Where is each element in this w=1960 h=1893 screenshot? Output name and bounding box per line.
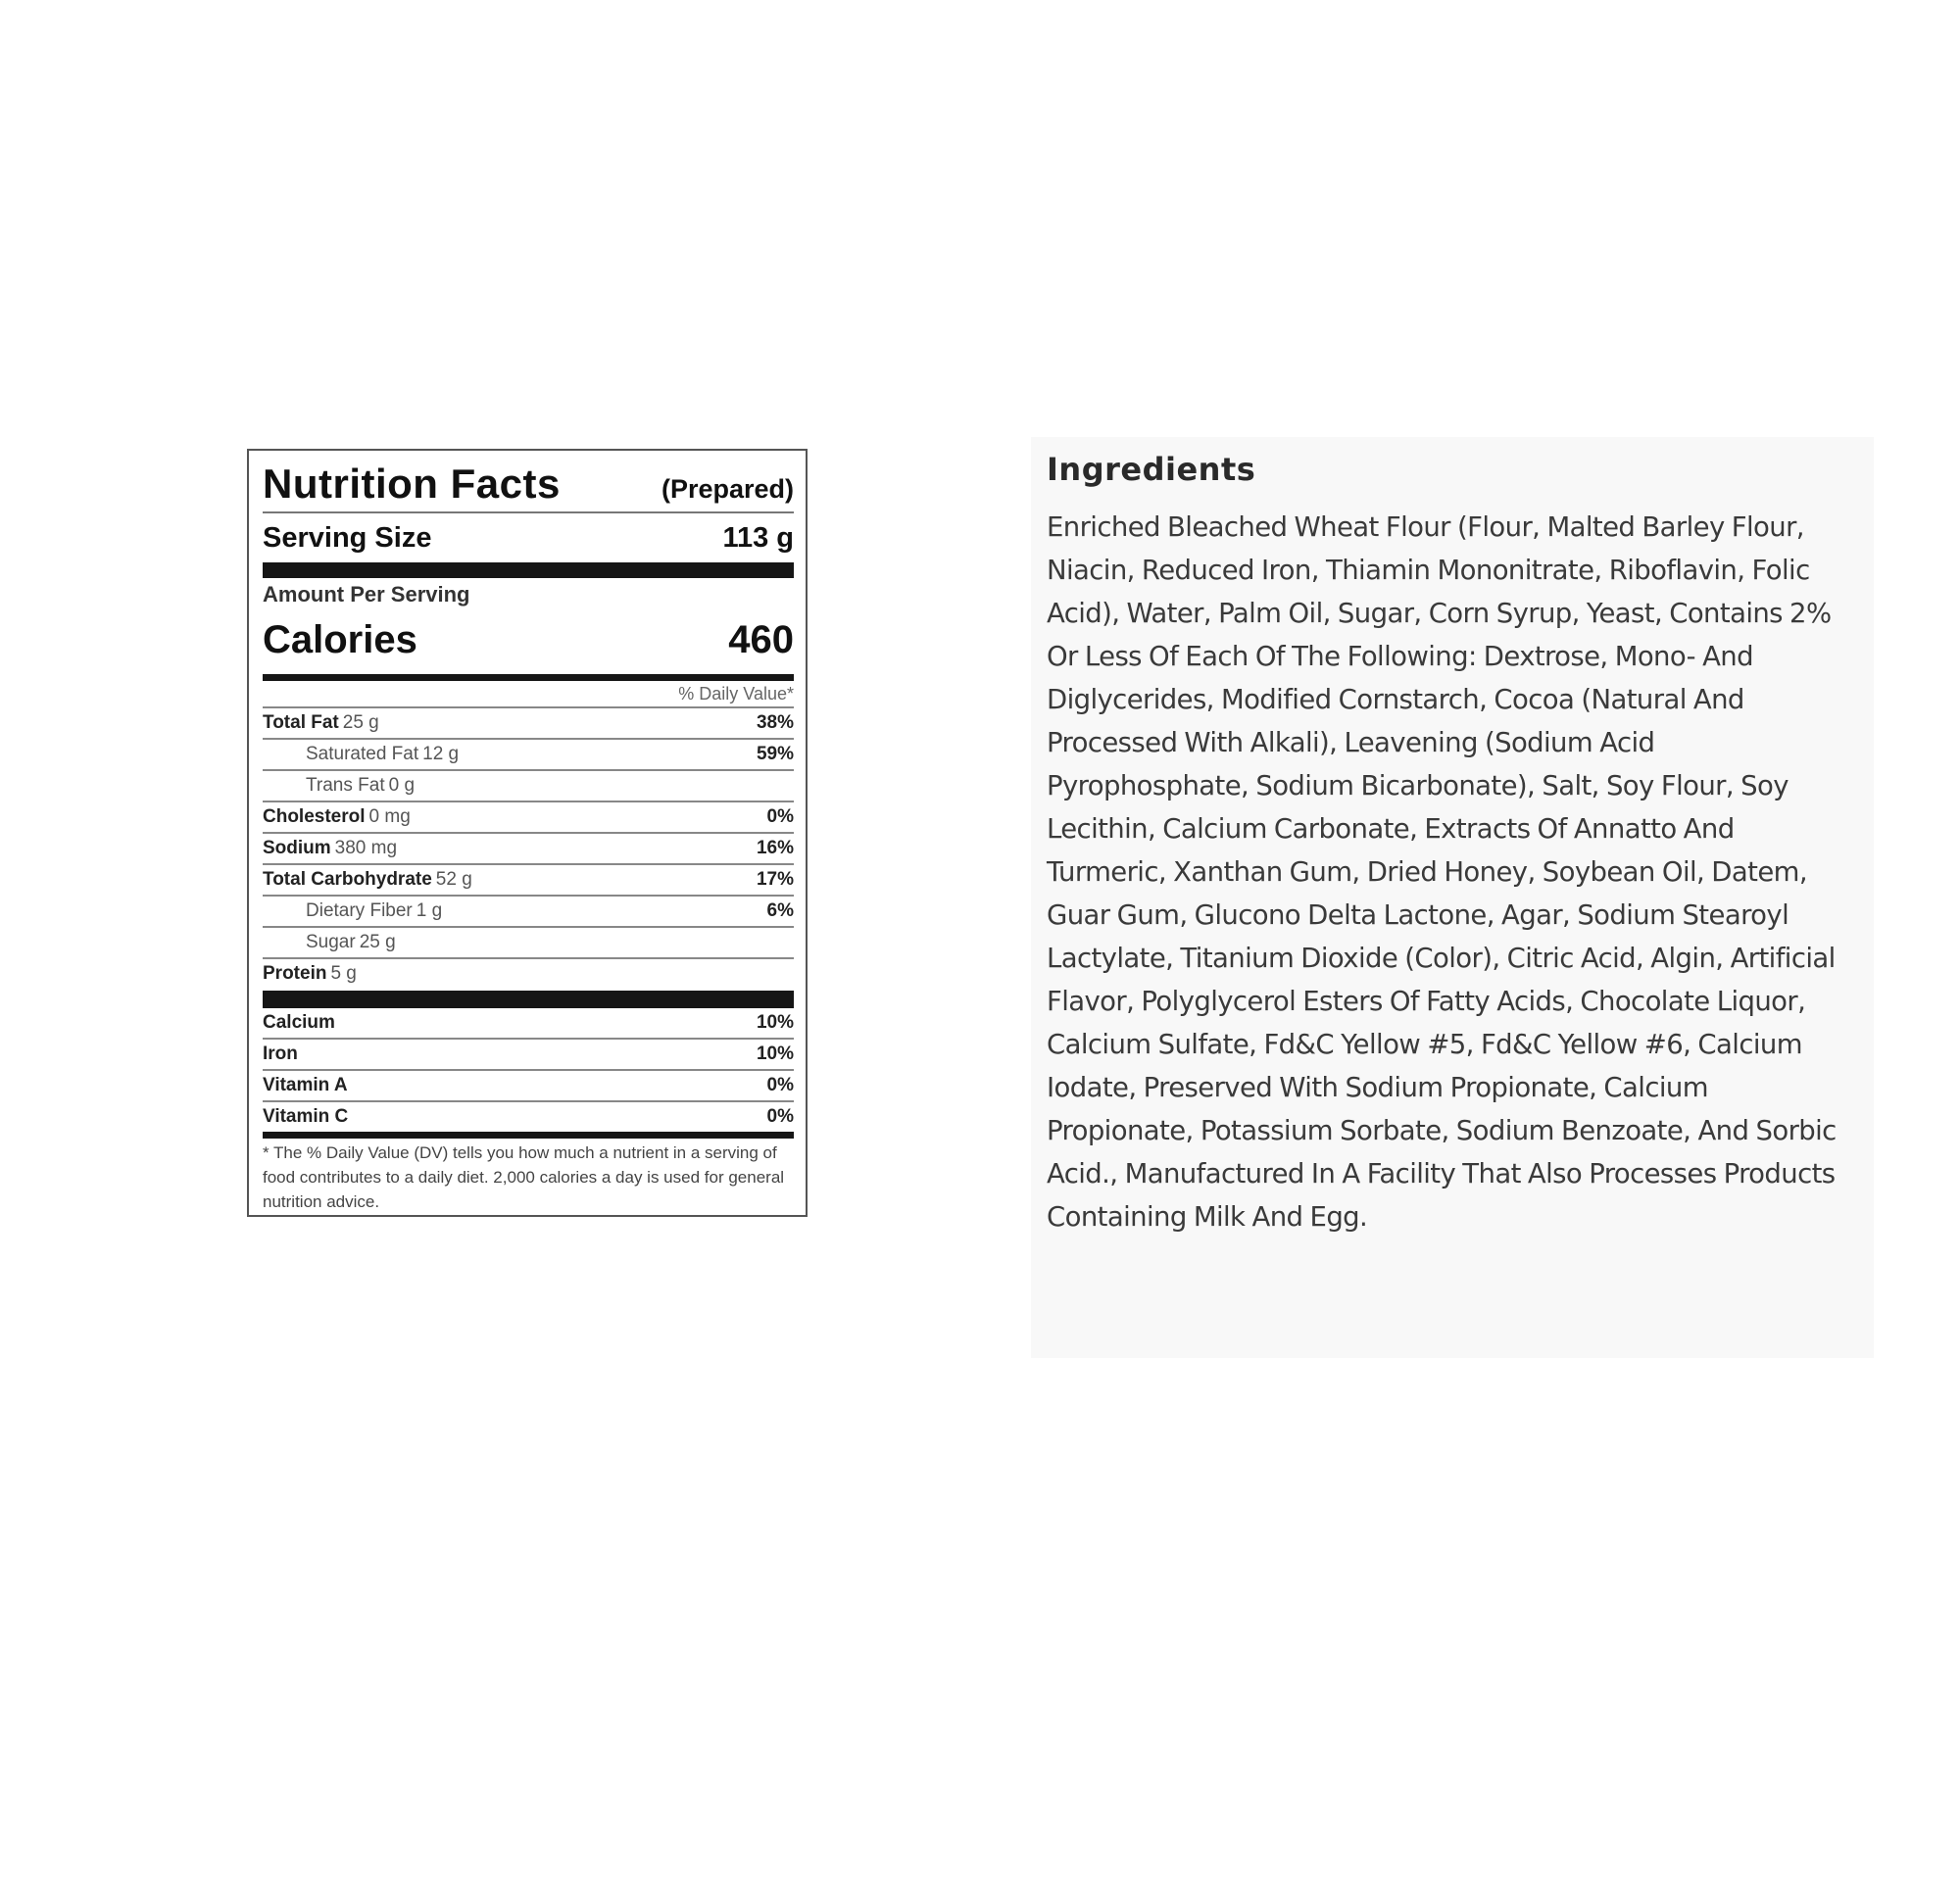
vitamin-dv: 10% [756,1012,794,1033]
nutrient-amount: 25 g [342,712,379,733]
vitamin-row-iron [263,1040,794,1071]
vitamin-dv: 0% [766,1075,794,1095]
nutrient-amount: 52 g [435,869,472,890]
nutrient-name: Total Fat [263,712,339,733]
nutrient-row-sodium [263,832,794,863]
nutrient-row-saturated-fat [263,738,794,769]
nutrient-name: Total Carbohydrate [263,869,432,890]
nutrient-amount: 25 g [359,932,396,952]
vitamin-row-vitamin-c [263,1102,794,1132]
calories-value: 460 [728,617,794,661]
nutrient-name: Dietary Fiber [306,900,413,921]
nutrient-amount: 380 mg [334,838,398,858]
vitamin-dv: 10% [756,1044,794,1064]
medium-divider [263,1132,794,1139]
nutrient-dv: 59% [756,744,794,764]
nutrient-amount: 5 g [330,963,357,984]
nutrient-row-cholesterol [263,801,794,832]
nutrient-name: Saturated Fat [306,744,419,764]
medium-divider [263,674,794,681]
daily-value-header: % Daily Value* [678,684,794,704]
nutrient-amount: 0 mg [368,806,411,827]
ingredients-panel [1031,437,1874,1358]
nutrient-row-dietary-fiber [263,895,794,926]
nutrition-facts-label [247,449,808,1217]
vitamin-row-calcium [263,1008,794,1040]
ingredients-text: Enriched Bleached Wheat Flour (Flour, Malted Barley Flour, Niacin, Reduced Iron, Thiamin Mononitrate, Riboflavin, Folic Acid), Water, Palm Oil, Sugar, Corn Syrup, Yeast, Contains 2% Or Less Of Each Of The Following: Dextrose, Mono- And Diglycerides, Modified Cornstarch, Cocoa (Natural And Processed With Alkali), Leavening (Sodium Acid Pyrophosphate, Sodium Bicarbonate), Salt, Soy Flour, Soy Lecithin, Calcium Carbonate, Extracts Of Annatto And Turmeric, Xanthan Gum, Dried Honey, Soybean Oil, Datem, Guar Gum, Glucono Delta Lactone, Agar, Sodium Stearoyl Lactylate, Titanium Dioxide (Color), Citric Acid, Algin, Artificial Flavor, Polyglycerol Esters Of Fatty Acids, Chocolate Liquor, Calcium Sulfate, Fd&C Yellow #5, Fd&C Yellow #6, Calcium Iodate, Preserved With Sodium Propionate, Calcium Propionate, Potassium Sorbate, Sodium Benzoate, And Sorbic Acid., Manufactured In A Facility That Also Processes Products Containing Milk And Egg. [1047,511,1837,1233]
ingredients-title: Ingredients [1047,451,1256,488]
nutrient-row-trans-fat [263,769,794,801]
serving-size-label: Serving Size [263,521,432,554]
nutrition-title: Nutrition Facts [263,461,561,507]
nutrient-name: Cholesterol [263,806,366,827]
vitamin-row-vitamin-a [263,1071,794,1102]
vitamin-name: Calcium [263,1012,335,1033]
vitamin-list [263,1008,794,1132]
amount-per-serving: Amount Per Serving [263,582,470,607]
thick-divider [263,991,794,1008]
nutrient-dv: 38% [756,712,794,733]
vitamin-name: Vitamin A [263,1075,348,1095]
nutrient-list [263,706,794,989]
nutrient-amount: 1 g [416,900,443,921]
nutrient-name: Trans Fat [306,775,385,796]
nutrient-dv: 6% [766,900,794,921]
vitamin-dv: 0% [766,1106,794,1127]
thick-divider [263,562,794,578]
nutrient-row-total-carbohydrate [263,863,794,895]
nutrient-amount: 12 g [422,744,460,764]
nutrient-row-total-fat [263,706,794,738]
vitamin-name: Iron [263,1044,298,1064]
nutrient-dv: 17% [756,869,794,890]
nutrient-dv: 16% [756,838,794,858]
calories-label: Calories [263,617,417,661]
nutrient-name: Sodium [263,838,331,858]
nutrient-row-sugar [263,926,794,957]
vitamin-name: Vitamin C [263,1106,349,1127]
nutrient-row-protein [263,957,794,989]
nutrition-title-row [263,461,794,511]
daily-value-footnote: * The % Daily Value (DV) tells you how much a nutrient in a serving of food contributes to a daily diet. 2,000 calories a day is used for general nutrition advice. [263,1143,785,1211]
nutrition-qualifier: (Prepared) [661,474,794,504]
nutrient-amount: 0 g [388,775,416,796]
nutrient-dv: 0% [766,806,794,827]
nutrient-name: Protein [263,963,327,984]
serving-size-row [263,513,794,562]
nutrient-name: Sugar [306,932,356,952]
serving-size-value: 113 g [722,521,794,554]
calories-row [263,611,794,668]
